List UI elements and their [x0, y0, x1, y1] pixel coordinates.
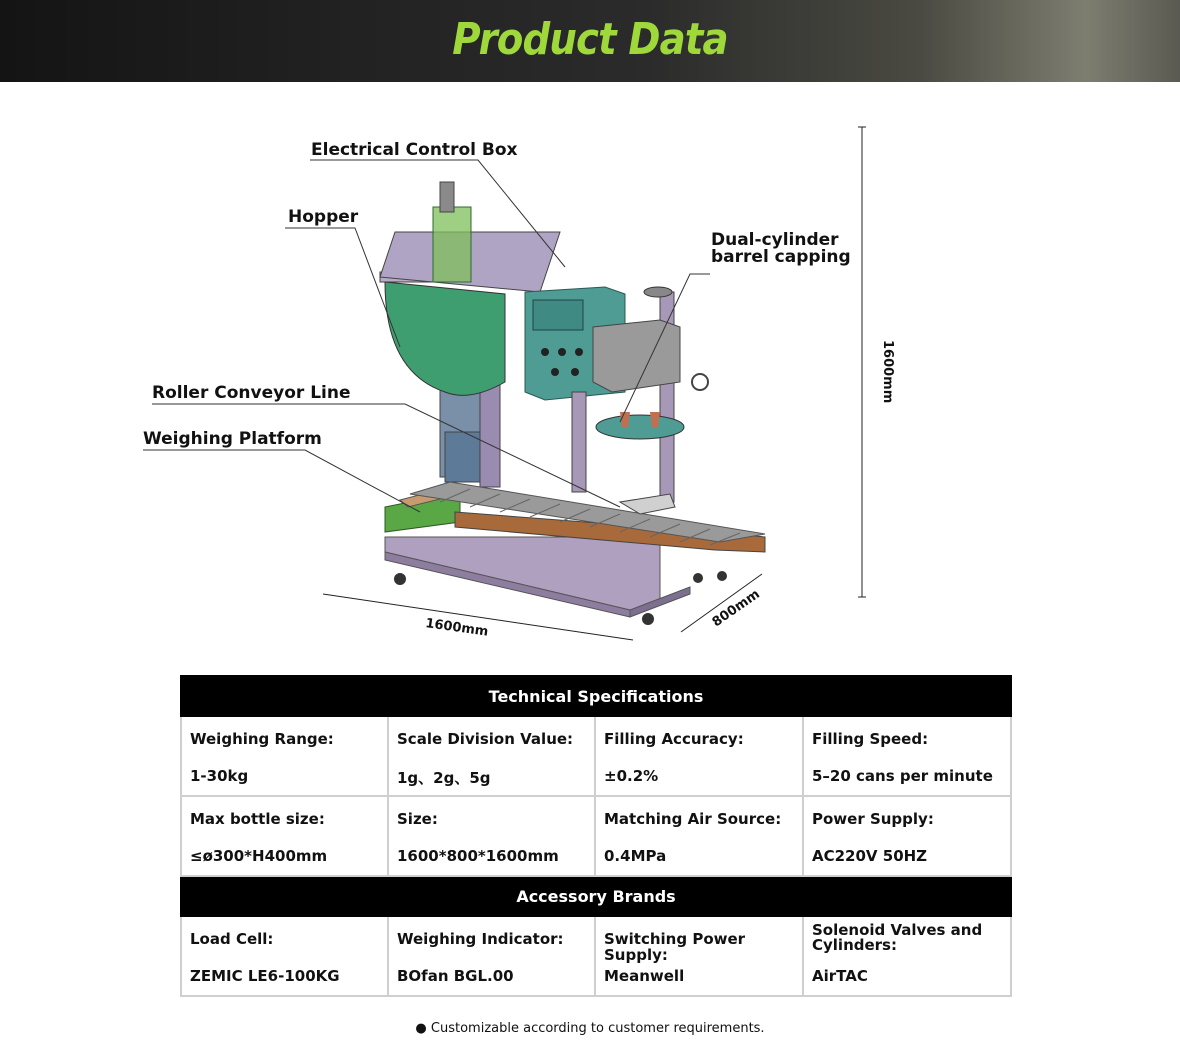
machine-base [385, 537, 727, 625]
brand-cell [388, 916, 595, 996]
table-row [181, 716, 1011, 796]
label-capping-line2: barrel capping [711, 247, 851, 267]
label-platform: Weighing Platform [143, 429, 322, 449]
accessory-title: Accessory Brands [181, 876, 1011, 916]
spec-label: Max bottle size: [190, 810, 325, 828]
dimension-width: 800mm [709, 586, 763, 631]
spec-cell [181, 716, 388, 796]
brand-cell [181, 916, 388, 996]
spec-value: AC220V 50HZ [812, 847, 928, 865]
brand-cell [803, 916, 1011, 996]
table-row [181, 796, 1011, 876]
spec-label: Power Supply: [812, 810, 934, 828]
spec-value: 1g、2g、5g [397, 769, 491, 787]
brand-value: Meanwell [604, 967, 685, 985]
customization-note: ● Customizable according to customer requirements. [415, 1021, 765, 1036]
brand-value: AirTAC [812, 967, 868, 985]
label-hopper: Hopper [288, 207, 359, 227]
spec-value: ±0.2% [604, 767, 659, 785]
brand-cell [595, 916, 803, 996]
tech-specs-header-row [181, 676, 1011, 716]
page-title: Product Data [452, 14, 728, 65]
spec-cell [388, 716, 595, 796]
spec-label: Scale Division Value: [397, 730, 574, 748]
brand-value: BOfan BGL.00 [397, 967, 514, 985]
table-row [181, 916, 1011, 996]
spec-value: 1-30kg [190, 767, 249, 785]
spec-value: 5–20 cans per minute [812, 767, 993, 785]
spec-label: Weighing Range: [190, 730, 334, 748]
spec-cell [388, 796, 595, 876]
spec-value: ≤ø300*H400mm [190, 847, 328, 865]
dimension-height: 1600mm [880, 340, 895, 404]
brand-label: Load Cell: [190, 930, 274, 948]
label-capping-line1: Dual-cylinder [711, 230, 839, 250]
brand-label: Solenoid Valves and Cylinders: [812, 921, 983, 954]
spec-cell [803, 796, 1011, 876]
spec-table [180, 675, 1012, 997]
brand-label: Switching Power Supply: [604, 930, 746, 964]
accessory-header-row [181, 876, 1011, 916]
spec-label: Size: [397, 810, 438, 828]
machine-diagram [0, 82, 1180, 662]
spec-cell [181, 796, 388, 876]
spec-cell [595, 796, 803, 876]
tech-specs-title: Technical Specifications [181, 676, 1011, 716]
spec-cell [803, 716, 1011, 796]
label-conveyor: Roller Conveyor Line [152, 383, 351, 403]
brand-label: Weighing Indicator: [397, 930, 564, 948]
dimension-length: 1600mm [424, 616, 490, 640]
spec-value: 1600*800*1600mm [397, 847, 559, 865]
spec-label: Matching Air Source: [604, 810, 782, 828]
spec-value: 0.4MPa [604, 847, 667, 865]
brand-value: ZEMIC LE6-100KG [190, 967, 340, 985]
label-control-box: Electrical Control Box [311, 140, 518, 160]
spec-cell [595, 716, 803, 796]
spec-label: Filling Accuracy: [604, 730, 744, 748]
spec-label: Filling Speed: [812, 730, 929, 748]
